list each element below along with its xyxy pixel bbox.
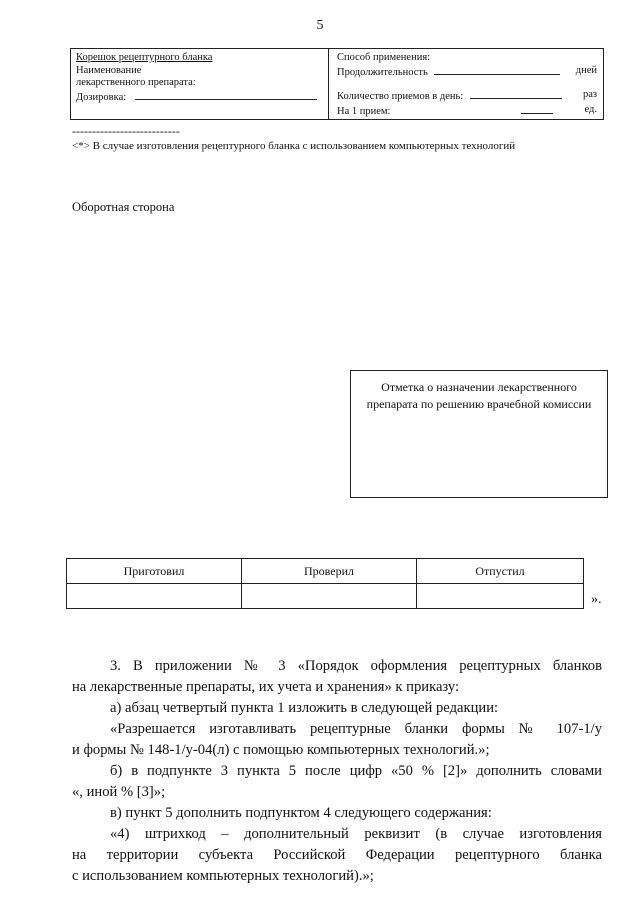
intakes-blank-line — [470, 89, 562, 99]
dosage-blank-line — [135, 90, 317, 100]
intakes-unit: раз — [582, 89, 597, 100]
amendment-text — [72, 656, 602, 887]
intakes-label: Количество приемов в день: — [337, 91, 464, 102]
page-number: 5 — [316, 18, 324, 33]
footnote-text: <*> В случае изготовления рецептурного бланка с использованием компьютерных технологий — [72, 140, 516, 152]
paragraph-a: а) абзац четвертый пункта 1 изложить в следующей редакции: — [110, 700, 499, 716]
closing-quote: ». — [591, 592, 602, 607]
per-intake-label: На 1 прием: — [337, 105, 391, 117]
stub-left-cell — [71, 49, 329, 119]
prescription-stub — [70, 48, 604, 120]
prepared-by-cell — [67, 584, 242, 609]
signature-blank-row — [67, 584, 584, 609]
paragraph-b-line-2: «, иной % [3]»; — [72, 784, 166, 800]
dispensed-by-cell — [417, 584, 584, 609]
paragraph-3-line-1: 3. В приложении № 3 «Порядок оформления рецептурных бланков — [110, 658, 602, 674]
duration-unit: дней — [575, 64, 597, 76]
paragraph-a-quote-line-1: «Разрешается изготавливать рецептурные бланки формы № 107-1/у — [110, 721, 602, 737]
duration-blank-line — [434, 65, 560, 75]
paragraph-c-quote-line-3: с использованием компьютерных технологий).»; — [72, 868, 374, 884]
duration-label: Продолжительность — [337, 66, 428, 78]
stub-right-cell — [329, 49, 603, 119]
per-intake-unit: ед. — [584, 103, 597, 115]
duration-row — [337, 65, 597, 80]
intakes-row — [337, 89, 597, 104]
dosage-label: Дозировка: — [76, 91, 127, 103]
paragraph-c-quote-line-1: «4) штрихкод – дополнительный реквизит (в случае изготовления — [110, 826, 602, 842]
paragraph-c-quote-line-2: на территории субъекта Российской Федерации рецептурного бланка — [72, 847, 602, 863]
checked-by-cell — [242, 584, 417, 609]
signature-header-row — [67, 559, 584, 584]
commission-mark-text: Отметка о назначении лекарственного препарата по решению врачебной комиссии — [366, 380, 592, 411]
per-intake-row — [337, 104, 597, 119]
prepared-by-header: Приготовил — [67, 559, 242, 584]
per-intake-blank-line — [521, 104, 553, 114]
paragraph-a-quote-line-2: и формы № 148-1/у-04(л) с помощью компьютерных технологий.»; — [72, 742, 490, 758]
paragraph-b-line-1: б) в подпункте 3 пункта 5 после цифр «50 % [2]» дополнить словами — [110, 763, 602, 779]
method-label: Способ применения: — [337, 52, 431, 63]
paragraph-3-line-2: на лекарственные препараты, их учета и хранения» к приказу: — [72, 679, 460, 695]
reverse-side-heading: Оборотная сторона — [72, 200, 175, 214]
paragraph-c: в) пункт 5 дополнить подпунктом 4 следующего содержания: — [110, 805, 492, 821]
drug-name-label-2: лекарственного препарата: — [76, 77, 196, 88]
stub-title: Корешок рецептурного бланка — [76, 52, 213, 63]
dosage-row — [76, 90, 328, 105]
checked-by-header: Проверил — [242, 559, 417, 584]
drug-name-label-1: Наименование — [76, 64, 142, 76]
dispensed-by-header: Отпустил — [417, 559, 584, 584]
signature-table — [66, 558, 584, 609]
commission-mark-box — [350, 370, 608, 498]
footnote-separator: --------------------------- — [72, 124, 180, 138]
